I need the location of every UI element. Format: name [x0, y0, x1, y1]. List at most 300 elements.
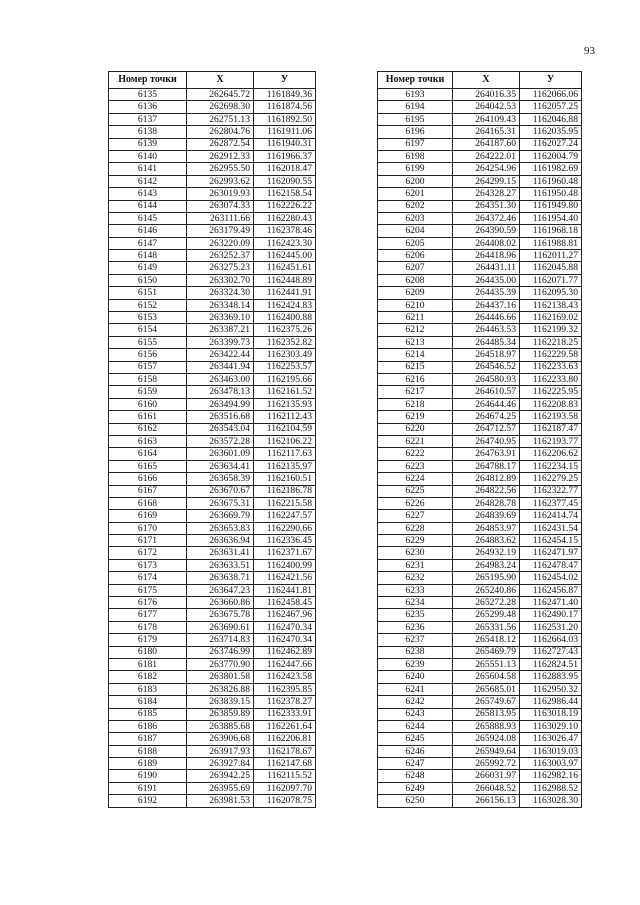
point-number-cell: 6166: [109, 473, 187, 485]
table-row: [109, 559, 316, 571]
table-row: [109, 188, 316, 200]
y-coordinate-cell: 1162378.27: [254, 696, 316, 708]
table-row: [109, 113, 316, 125]
x-coordinate-cell: 265992.72: [453, 758, 520, 770]
y-coordinate-cell: 1162106.22: [254, 435, 316, 447]
x-coordinate-cell: 265195.90: [453, 572, 520, 584]
y-coordinate-cell: 1162147.68: [254, 758, 316, 770]
y-coordinate-cell: 1161988.81: [520, 237, 582, 249]
x-coordinate-cell: 263917.93: [187, 745, 254, 757]
table-row: [378, 708, 582, 720]
x-coordinate-cell: 263653.83: [187, 522, 254, 534]
table-row: [109, 126, 316, 138]
y-coordinate-cell: 1163018.19: [520, 708, 582, 720]
y-coordinate-cell: 1162470.34: [254, 621, 316, 633]
table-row: [109, 609, 316, 621]
y-coordinate-cell: 1162199.32: [520, 324, 582, 336]
y-coordinate-cell: 1162352.82: [254, 336, 316, 348]
y-coordinate-cell: 1162950.32: [520, 683, 582, 695]
point-number-cell: 6160: [109, 398, 187, 410]
point-number-cell: 6238: [378, 646, 453, 658]
y-coordinate-cell: 1162400.88: [254, 312, 316, 324]
point-number-cell: 6150: [109, 274, 187, 286]
table-row: [109, 510, 316, 522]
table-row: [109, 423, 316, 435]
y-coordinate-cell: 1161874.56: [254, 101, 316, 113]
x-coordinate-cell: 264883.62: [453, 535, 520, 547]
point-number-cell: 6217: [378, 386, 453, 398]
x-coordinate-cell: 262955.50: [187, 163, 254, 175]
x-coordinate-cell: 263634.41: [187, 460, 254, 472]
point-number-cell: 6193: [378, 89, 453, 101]
y-coordinate-cell: 1162206.62: [520, 448, 582, 460]
point-number-cell: 6196: [378, 126, 453, 138]
point-number-cell: 6156: [109, 349, 187, 361]
table-row: [378, 163, 582, 175]
point-number-cell: 6201: [378, 188, 453, 200]
y-coordinate-cell: 1163028.30: [520, 795, 582, 807]
y-coordinate-cell: 1162279.25: [520, 473, 582, 485]
y-coordinate-cell: 1162883.95: [520, 671, 582, 683]
point-number-cell: 6207: [378, 262, 453, 274]
point-number-cell: 6243: [378, 708, 453, 720]
table-row: [378, 336, 582, 348]
table-row: [378, 758, 582, 770]
table-row: [109, 720, 316, 732]
table-row: [109, 212, 316, 224]
table-row: [378, 671, 582, 683]
y-coordinate-cell: 1161949.80: [520, 200, 582, 212]
table-row: [378, 510, 582, 522]
table-row: [109, 225, 316, 237]
point-number-cell: 6190: [109, 770, 187, 782]
x-coordinate-cell: 265888.93: [453, 720, 520, 732]
y-coordinate-cell: 1162423.58: [254, 671, 316, 683]
x-coordinate-cell: 264299.15: [453, 175, 520, 187]
point-number-cell: 6135: [109, 89, 187, 101]
y-coordinate-cell: 1162441.81: [254, 584, 316, 596]
point-number-cell: 6227: [378, 510, 453, 522]
point-number-cell: 6206: [378, 250, 453, 262]
table-row: [378, 535, 582, 547]
y-coordinate-cell: 1162018.47: [254, 163, 316, 175]
x-coordinate-cell: 264109.43: [453, 113, 520, 125]
table-row: [109, 349, 316, 361]
y-coordinate-cell: 1161950.48: [520, 188, 582, 200]
y-coordinate-cell: 1162135.97: [254, 460, 316, 472]
x-coordinate-cell: 265813.95: [453, 708, 520, 720]
y-coordinate-cell: 1162208.83: [520, 398, 582, 410]
x-coordinate-cell: 264712.57: [453, 423, 520, 435]
table-row: [378, 683, 582, 695]
x-coordinate-cell: 263638.71: [187, 572, 254, 584]
x-coordinate-cell: 264042.53: [453, 101, 520, 113]
x-coordinate-cell: 263302.70: [187, 274, 254, 286]
x-coordinate-cell: 264644.46: [453, 398, 520, 410]
table-row: [109, 138, 316, 150]
x-coordinate-cell: 263770.90: [187, 658, 254, 670]
point-number-cell: 6192: [109, 795, 187, 807]
table-row: [109, 485, 316, 497]
y-coordinate-cell: 1162193.77: [520, 435, 582, 447]
table-row: [378, 386, 582, 398]
x-coordinate-cell: 265604.58: [453, 671, 520, 683]
x-coordinate-cell: 263670.67: [187, 485, 254, 497]
point-number-cell: 6171: [109, 535, 187, 547]
x-coordinate-cell: 264518.97: [453, 349, 520, 361]
table-row: [378, 609, 582, 621]
table-row: [378, 411, 582, 423]
table-row: [109, 361, 316, 373]
table-row: [378, 250, 582, 262]
table-row: [378, 720, 582, 732]
x-coordinate-cell: 264580.93: [453, 373, 520, 385]
point-number-cell: 6177: [109, 609, 187, 621]
point-number-cell: 6200: [378, 175, 453, 187]
point-number-cell: 6223: [378, 460, 453, 472]
y-coordinate-cell: 1162035.95: [520, 126, 582, 138]
x-coordinate-cell: 264763.91: [453, 448, 520, 460]
x-coordinate-cell: 263658.39: [187, 473, 254, 485]
x-coordinate-cell: 263348.14: [187, 299, 254, 311]
table-row: [378, 373, 582, 385]
point-number-cell: 6191: [109, 782, 187, 794]
x-coordinate-cell: 264839.69: [453, 510, 520, 522]
point-number-cell: 6230: [378, 547, 453, 559]
point-number-cell: 6194: [378, 101, 453, 113]
y-coordinate-cell: 1162303.49: [254, 349, 316, 361]
point-number-cell: 6170: [109, 522, 187, 534]
table-row: [378, 237, 582, 249]
point-number-cell: 6213: [378, 336, 453, 348]
y-coordinate-cell: 1162160.51: [254, 473, 316, 485]
table-row: [109, 535, 316, 547]
point-number-cell: 6199: [378, 163, 453, 175]
point-number-cell: 6216: [378, 373, 453, 385]
y-coordinate-cell: 1162117.63: [254, 448, 316, 460]
x-coordinate-cell: 262645.72: [187, 89, 254, 101]
coordinates-table-right: [377, 71, 582, 808]
table-row: [109, 448, 316, 460]
x-coordinate-cell: 266048.52: [453, 782, 520, 794]
point-number-cell: 6215: [378, 361, 453, 373]
x-coordinate-cell: 262698.30: [187, 101, 254, 113]
x-coordinate-cell: 264546.52: [453, 361, 520, 373]
y-coordinate-cell: 1162451.61: [254, 262, 316, 274]
point-number-cell: 6168: [109, 497, 187, 509]
x-coordinate-cell: 264812.89: [453, 473, 520, 485]
point-number-cell: 6226: [378, 497, 453, 509]
point-number-cell: 6148: [109, 250, 187, 262]
point-number-cell: 6153: [109, 312, 187, 324]
point-number-cell: 6195: [378, 113, 453, 125]
table-row: [109, 150, 316, 162]
y-coordinate-cell: 1162233.63: [520, 361, 582, 373]
y-coordinate-cell: 1162169.02: [520, 312, 582, 324]
y-coordinate-cell: 1162478.47: [520, 559, 582, 571]
y-coordinate-cell: 1162471.40: [520, 597, 582, 609]
table-row: [378, 200, 582, 212]
x-coordinate-cell: 263369.10: [187, 312, 254, 324]
table-row: [378, 361, 582, 373]
table-row: [109, 175, 316, 187]
x-coordinate-cell: 263494.99: [187, 398, 254, 410]
table-row: [109, 584, 316, 596]
x-coordinate-cell: 265418.12: [453, 634, 520, 646]
table-row: [109, 547, 316, 559]
point-number-cell: 6218: [378, 398, 453, 410]
table-row: [109, 634, 316, 646]
point-number-cell: 6167: [109, 485, 187, 497]
y-coordinate-cell: 1162467.96: [254, 609, 316, 621]
x-coordinate-cell: 263543.04: [187, 423, 254, 435]
table-row: [378, 621, 582, 633]
y-coordinate-cell: 1162225.95: [520, 386, 582, 398]
x-coordinate-cell: 264983.24: [453, 559, 520, 571]
table-row: [378, 435, 582, 447]
x-coordinate-cell: 263387.21: [187, 324, 254, 336]
table-row: [378, 138, 582, 150]
x-coordinate-cell: 263324.30: [187, 287, 254, 299]
point-number-cell: 6151: [109, 287, 187, 299]
y-coordinate-cell: 1162138.43: [520, 299, 582, 311]
point-number-cell: 6155: [109, 336, 187, 348]
x-coordinate-cell: 265299.48: [453, 609, 520, 621]
y-coordinate-cell: 1162193.58: [520, 411, 582, 423]
y-coordinate-cell: 1162322.77: [520, 485, 582, 497]
table-row: [109, 473, 316, 485]
y-coordinate-cell: 1163029.10: [520, 720, 582, 732]
point-number-cell: 6188: [109, 745, 187, 757]
table-row: [378, 126, 582, 138]
x-coordinate-cell: 263463.00: [187, 373, 254, 385]
x-coordinate-cell: 263675.31: [187, 497, 254, 509]
point-number-cell: 6138: [109, 126, 187, 138]
y-coordinate-cell: 1162727.43: [520, 646, 582, 658]
x-coordinate-cell: 263669.79: [187, 510, 254, 522]
y-coordinate-cell: 1162490.17: [520, 609, 582, 621]
y-coordinate-cell: 1162458.45: [254, 597, 316, 609]
y-coordinate-cell: 1162280.43: [254, 212, 316, 224]
x-coordinate-cell: 264435.39: [453, 287, 520, 299]
y-coordinate-cell: 1162414.74: [520, 510, 582, 522]
y-coordinate-cell: 1162112.43: [254, 411, 316, 423]
table-row: [378, 572, 582, 584]
table-row: [109, 671, 316, 683]
point-number-cell: 6247: [378, 758, 453, 770]
table-row: [378, 770, 582, 782]
y-coordinate-cell: 1163019.03: [520, 745, 582, 757]
y-coordinate-cell: 1162226.22: [254, 200, 316, 212]
x-coordinate-cell: 263746.99: [187, 646, 254, 658]
x-coordinate-cell: 263275.23: [187, 262, 254, 274]
point-number-cell: 6221: [378, 435, 453, 447]
table-row: [109, 522, 316, 534]
point-number-cell: 6224: [378, 473, 453, 485]
point-number-cell: 6233: [378, 584, 453, 596]
table-row: [109, 795, 316, 807]
x-coordinate-cell: 264016.35: [453, 89, 520, 101]
y-coordinate-cell: 1162377.45: [520, 497, 582, 509]
x-coordinate-cell: 263179.49: [187, 225, 254, 237]
y-coordinate-cell: 1161892.50: [254, 113, 316, 125]
x-coordinate-cell: 263660.86: [187, 597, 254, 609]
table-row: [378, 113, 582, 125]
x-coordinate-cell: 264254.96: [453, 163, 520, 175]
table-row: [378, 324, 582, 336]
x-coordinate-cell: 263955.69: [187, 782, 254, 794]
y-coordinate-cell: 1162664.03: [520, 634, 582, 646]
table-row: [378, 448, 582, 460]
y-coordinate-header: У: [520, 72, 582, 89]
point-number-cell: 6185: [109, 708, 187, 720]
point-number-cell: 6146: [109, 225, 187, 237]
y-coordinate-cell: 1162988.52: [520, 782, 582, 794]
y-coordinate-cell: 1162336.45: [254, 535, 316, 547]
point-number-cell: 6173: [109, 559, 187, 571]
point-number-cell: 6228: [378, 522, 453, 534]
y-coordinate-cell: 1162421.56: [254, 572, 316, 584]
x-coordinate-cell: 264187.60: [453, 138, 520, 150]
y-coordinate-cell: 1162290.66: [254, 522, 316, 534]
table-row: [378, 225, 582, 237]
point-number-cell: 6158: [109, 373, 187, 385]
table-row: [109, 336, 316, 348]
x-coordinate-cell: 263516.68: [187, 411, 254, 423]
y-coordinate-cell: 1162233.80: [520, 373, 582, 385]
point-number-cell: 6162: [109, 423, 187, 435]
point-number-cell: 6220: [378, 423, 453, 435]
table-row: [378, 584, 582, 596]
x-coordinate-cell: 264828.78: [453, 497, 520, 509]
point-number-cell: 6244: [378, 720, 453, 732]
point-number-cell: 6164: [109, 448, 187, 460]
point-number-cell: 6249: [378, 782, 453, 794]
x-coordinate-cell: 265749.67: [453, 696, 520, 708]
point-number-cell: 6145: [109, 212, 187, 224]
point-number-cell: 6198: [378, 150, 453, 162]
table-row: [109, 200, 316, 212]
x-coordinate-cell: 263927.84: [187, 758, 254, 770]
x-coordinate-cell: 264437.16: [453, 299, 520, 311]
table-row: [109, 621, 316, 633]
x-coordinate-cell: 263111.66: [187, 212, 254, 224]
table-row: [378, 150, 582, 162]
point-number-cell: 6239: [378, 658, 453, 670]
table-row: [109, 411, 316, 423]
point-number-cell: 6186: [109, 720, 187, 732]
table-row: [378, 89, 582, 101]
point-number-header: Номер точки: [109, 72, 187, 89]
y-coordinate-cell: 1162456.87: [520, 584, 582, 596]
y-coordinate-cell: 1162253.57: [254, 361, 316, 373]
table-row: [109, 312, 316, 324]
x-coordinate-cell: 263478.13: [187, 386, 254, 398]
x-coordinate-cell: 263826.88: [187, 683, 254, 695]
y-coordinate-cell: 1163026.47: [520, 733, 582, 745]
y-coordinate-cell: 1162057.25: [520, 101, 582, 113]
y-coordinate-cell: 1162333.91: [254, 708, 316, 720]
y-coordinate-cell: 1162187.47: [520, 423, 582, 435]
y-coordinate-cell: 1162115.52: [254, 770, 316, 782]
y-coordinate-cell: 1162071.77: [520, 274, 582, 286]
y-coordinate-cell: 1162395.85: [254, 683, 316, 695]
y-coordinate-cell: 1162441.91: [254, 287, 316, 299]
y-coordinate-cell: 1162161.52: [254, 386, 316, 398]
x-coordinate-cell: 264222.01: [453, 150, 520, 162]
y-coordinate-cell: 1162195.66: [254, 373, 316, 385]
y-coordinate-cell: 1162400.99: [254, 559, 316, 571]
table-row: [378, 423, 582, 435]
point-number-cell: 6245: [378, 733, 453, 745]
y-coordinate-cell: 1162206.81: [254, 733, 316, 745]
y-coordinate-cell: 1162229.58: [520, 349, 582, 361]
y-coordinate-cell: 1162027.24: [520, 138, 582, 150]
table-row: [378, 547, 582, 559]
table-row: [378, 658, 582, 670]
x-coordinate-cell: 264372.46: [453, 212, 520, 224]
point-number-cell: 6203: [378, 212, 453, 224]
y-coordinate-cell: 1162445.00: [254, 250, 316, 262]
x-coordinate-header: X: [453, 72, 520, 89]
y-coordinate-cell: 1162986.44: [520, 696, 582, 708]
y-coordinate-cell: 1161966.37: [254, 150, 316, 162]
x-coordinate-cell: 264351.30: [453, 200, 520, 212]
table-row: [378, 349, 582, 361]
point-number-cell: 6236: [378, 621, 453, 633]
x-coordinate-cell: 264390.59: [453, 225, 520, 237]
x-coordinate-cell: 266031.97: [453, 770, 520, 782]
table-row: [109, 386, 316, 398]
point-number-cell: 6234: [378, 597, 453, 609]
y-coordinate-cell: 1162447.66: [254, 658, 316, 670]
point-number-cell: 6229: [378, 535, 453, 547]
point-number-cell: 6159: [109, 386, 187, 398]
x-coordinate-cell: 263690.61: [187, 621, 254, 633]
table-row: [378, 485, 582, 497]
x-coordinate-cell: 264408.02: [453, 237, 520, 249]
point-number-cell: 6139: [109, 138, 187, 150]
table-row: [378, 188, 582, 200]
table-row: [109, 274, 316, 286]
point-number-cell: 6225: [378, 485, 453, 497]
point-number-cell: 6137: [109, 113, 187, 125]
point-number-cell: 6248: [378, 770, 453, 782]
point-number-cell: 6241: [378, 683, 453, 695]
table-row: [109, 758, 316, 770]
point-number-cell: 6141: [109, 163, 187, 175]
point-number-cell: 6169: [109, 510, 187, 522]
y-coordinate-cell: 1162471.97: [520, 547, 582, 559]
x-coordinate-cell: 264463.53: [453, 324, 520, 336]
x-coordinate-cell: 263422.44: [187, 349, 254, 361]
point-number-cell: 6250: [378, 795, 453, 807]
point-number-cell: 6179: [109, 634, 187, 646]
x-coordinate-cell: 263220.09: [187, 237, 254, 249]
point-number-cell: 6205: [378, 237, 453, 249]
point-number-cell: 6163: [109, 435, 187, 447]
point-number-cell: 6149: [109, 262, 187, 274]
y-coordinate-cell: 1161849.36: [254, 89, 316, 101]
table-row: [378, 634, 582, 646]
table-row: [378, 696, 582, 708]
y-coordinate-cell: 1162104.59: [254, 423, 316, 435]
table-row: [109, 237, 316, 249]
table-row: [109, 782, 316, 794]
point-number-cell: 6157: [109, 361, 187, 373]
x-coordinate-cell: 264740.95: [453, 435, 520, 447]
point-number-cell: 6242: [378, 696, 453, 708]
